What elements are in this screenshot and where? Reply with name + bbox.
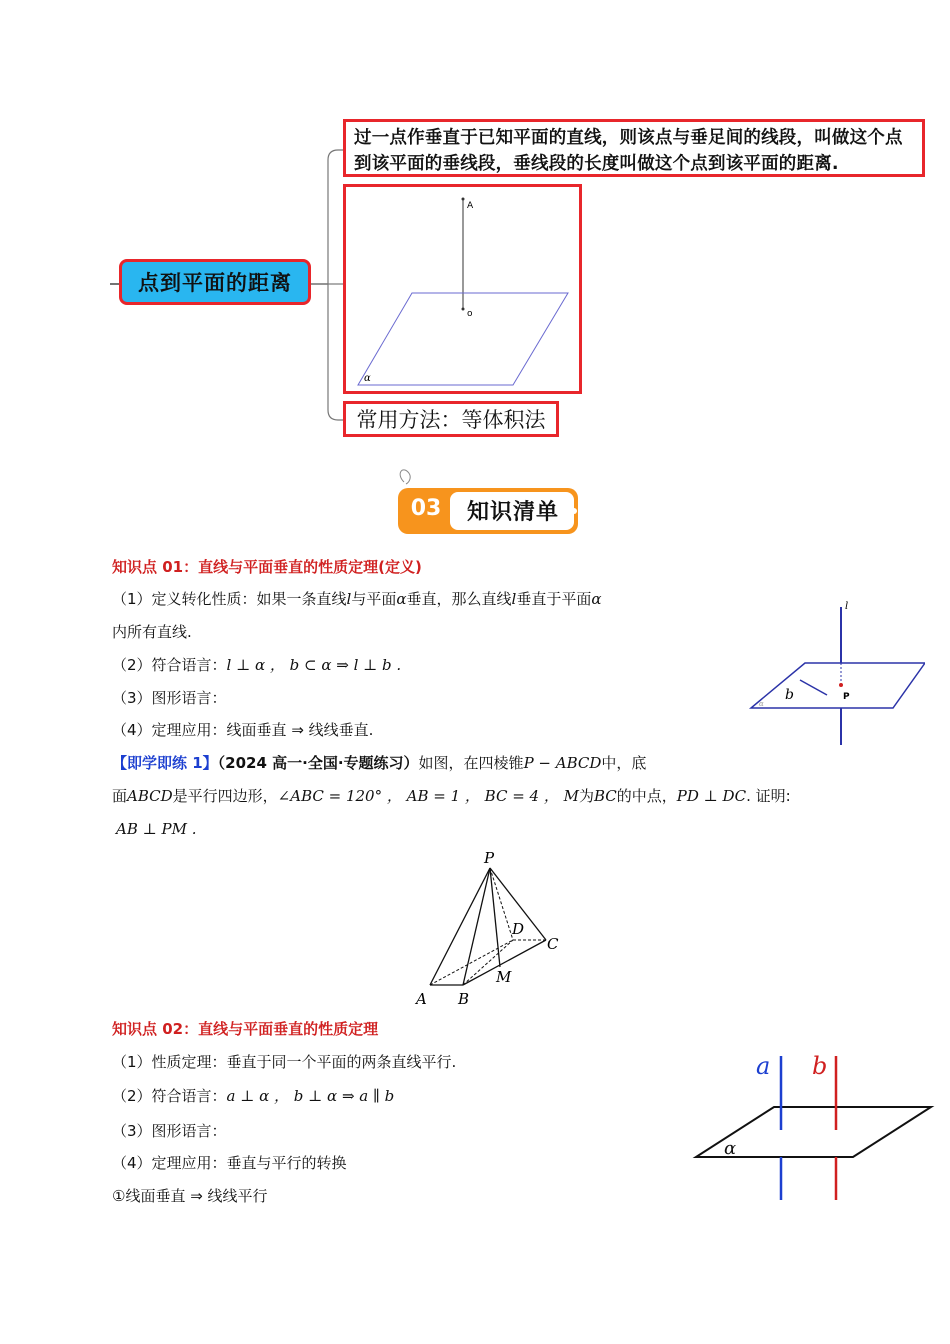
banner-number: 03 (410, 496, 442, 521)
label-b: b (812, 1052, 828, 1080)
kp2-item3: （3）图形语言： (112, 1122, 227, 1140)
point-plane-diagram (346, 187, 579, 391)
kp1-item2: （2）符合语言：l ⊥ α ， b ⊂ α ⇒ l ⊥ b . (112, 656, 402, 674)
label-B: B (458, 990, 470, 1008)
exercise1-line3: AB ⊥ PM . (116, 820, 197, 838)
label-A: A (416, 990, 427, 1008)
method-box: 常用方法：等体积法 (343, 401, 559, 437)
exercise1-line1: 【即学即练 1】（2024 高一·全国·专题练习）如图，在四棱锥P − ABCD中，底 (112, 754, 647, 772)
kp1-item1: （1）定义转化性质：如果一条直线l与平面α垂直，那么直线l垂直于平面α (112, 590, 602, 608)
kp2-item2: （2）符合语言：a ⊥ α ， b ⊥ α ⇒ a ∥ b (112, 1087, 395, 1105)
label-alpha: α (759, 700, 764, 708)
banner-title: 知识清单 (466, 500, 559, 525)
section-banner (398, 468, 583, 538)
kp2-title: 知识点 02：直线与平面垂直的性质定理 (112, 1020, 379, 1038)
distance-figure-box (343, 184, 582, 394)
label-M: M (496, 968, 512, 986)
pyramid-diagram (410, 845, 575, 1010)
label-P: P (484, 849, 495, 867)
kp1-title: 知识点 01：直线与平面垂直的性质定理(定义) (112, 558, 422, 576)
kp1-item1-cont: 内所有直线. (112, 623, 192, 641)
label-b: b (785, 687, 794, 703)
line-plane-perpendicular-diagram (745, 595, 925, 750)
kp1-item4: （4）定理应用：线面垂直 ⇒ 线线垂直. (112, 721, 374, 739)
parallel-lines-diagram (690, 1048, 935, 1208)
label-alpha: α (724, 1138, 737, 1159)
definition-line-2: 到该平面的垂线段，垂线段的长度叫做这个点到该平面的距离. (354, 154, 839, 174)
definition-box (343, 119, 925, 177)
mindmap-central-node: 点到平面的距离 (119, 259, 311, 305)
label-C: C (547, 935, 559, 953)
label-P: P (843, 692, 850, 702)
label-O: o (467, 309, 473, 319)
label-alpha: α (364, 373, 371, 384)
label-a: a (756, 1052, 771, 1080)
kp2-item4: （4）定理应用：垂直与平行的转换 (112, 1154, 347, 1172)
kp2-item5: ①线面垂直 ⇒ 线线平行 (112, 1187, 268, 1205)
label-D: D (512, 920, 525, 938)
label-l: l (845, 601, 849, 612)
kp2-item1: （1）性质定理：垂直于同一个平面的两条直线平行. (112, 1053, 457, 1071)
kp1-item3: （3）图形语言： (112, 689, 227, 707)
definition-line-1: 过一点作垂直于已知平面的直线，则该点与垂足间的线段，叫做这个点 (354, 128, 903, 148)
exercise1-line2: 面ABCD是平行四边形，∠ABC = 120° ， AB = 1 ， BC = 4 ， M为BC的中点，PD ⊥ DC. 证明: (112, 787, 791, 805)
label-A: A (467, 201, 474, 211)
